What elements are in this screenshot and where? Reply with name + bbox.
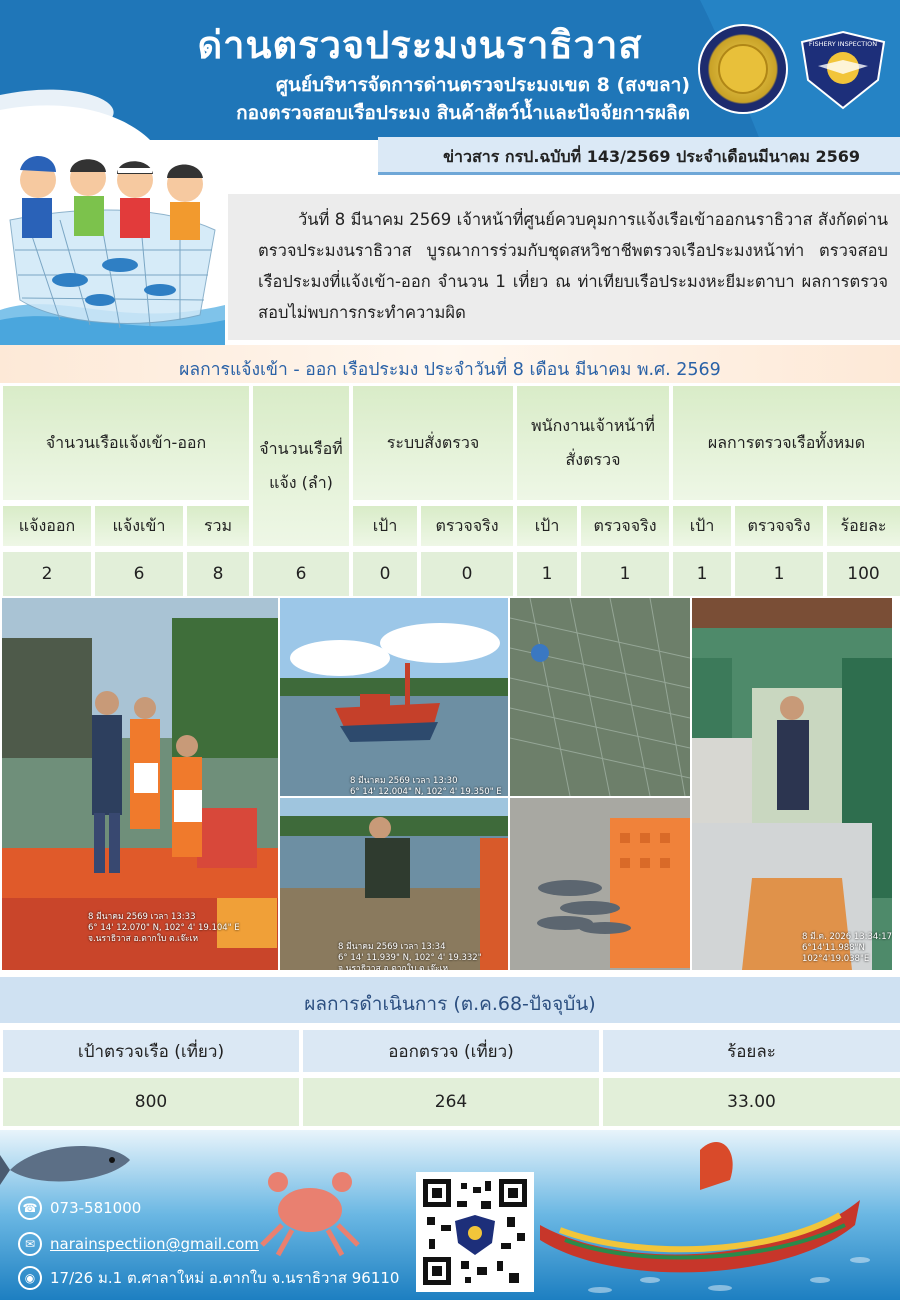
photo-officers-on-boat — [2, 598, 278, 970]
photo-fish-catch — [510, 798, 690, 970]
header-subtitle-division: กองตรวจสอบเรือประมง สินค้าสัตว์น้ำและปัจจัยการผลิต — [236, 102, 690, 124]
value-officer-actual: 1 — [581, 552, 669, 596]
photo-officer-in-cabin — [692, 598, 892, 970]
summary-value-percent: 33.00 — [603, 1078, 900, 1126]
subheader-total-target: เป้า — [673, 506, 731, 546]
value-total-actual: 1 — [735, 552, 823, 596]
summary-value-target: 800 — [3, 1078, 299, 1126]
header-total-result: ผลการตรวจเรือทั้งหมด — [673, 386, 900, 500]
photo-2-stamp-coords: 6° 14' 12.004" N, 102° 4' 19.350" E — [350, 787, 502, 796]
subheader-system-target: เป้า — [353, 506, 417, 546]
phone-number[interactable]: 073-581000 — [50, 1199, 142, 1217]
result-table-title: ผลการแจ้งเข้า - ออก เรือประมง ประจำวันที่ 8 เดือน มีนาคม พ.ศ. 2569 — [179, 360, 721, 380]
korlae-boat-icon — [540, 1142, 860, 1272]
contact-phone — [18, 1196, 141, 1220]
summary-title: ผลการดำเนินการ (ต.ค.68-ปัจจุบัน) — [304, 993, 596, 1015]
contact-email — [18, 1232, 259, 1256]
news-intro-text: วันที่ 8 มีนาคม 2569 เจ้าหน้าที่ศูนย์ควบคุมการแจ้งเรือเข้าออกนราธิวาส สังกัดด่านตรวจประมงนราธิวาส บูรณาการร่วมกับชุดสหวิชาชีพตรวจเรือประมงหน้าท่า ตรวจสอบเรือประมงที่แจ้งเข้า-ออก จำนวน 1 เที่ยว ณ ท่าเทียบเรือประมงหะยีมะตาบา ผลการตรวจสอบไม่พบการกระทำความผิด — [258, 210, 888, 322]
photo-fishing-nets — [510, 598, 690, 796]
photo-1-timestamp — [88, 912, 240, 945]
address-text: 17/26 ม.1 ต.ศาลาใหม่ อ.ตากใบ จ.นราธิวาส 96110 — [50, 1269, 400, 1287]
summary-header-target: เป้าตรวจเรือ (เที่ยว) — [3, 1030, 299, 1072]
summary-value-inspected: 264 — [303, 1078, 599, 1126]
value-officer-target: 1 — [517, 552, 577, 596]
header-banner — [0, 0, 900, 140]
news-ribbon — [378, 137, 900, 175]
phone-icon: ☎ — [18, 1196, 42, 1220]
photo-5-stamp-location: จ.นราธิวาส อ.ตากใบ ต.เจ๊ะเห — [338, 964, 449, 970]
value-system-target: 0 — [353, 552, 417, 596]
page-title: ด่านตรวจประมงนราธิวาส — [197, 23, 643, 67]
photo-4-stamp-date: 8 มี.ค. 2026 13:34:17 — [802, 932, 892, 942]
header-order-system: ระบบสั่งตรวจ — [353, 386, 513, 500]
subheader-notify-in: แจ้งเข้า — [95, 506, 183, 546]
value-notify-sum: 8 — [187, 552, 249, 596]
contact-address — [18, 1266, 399, 1290]
header-subtitle-center: ศูนย์บริหารจัดการด่านตรวจประมงเขต 8 (สงขลา) — [275, 74, 690, 96]
result-table-title-bar — [0, 345, 900, 383]
photo-5-stamp-coords: 6° 14' 11.939" N, 102° 4' 19.332" — [338, 953, 482, 963]
subheader-total-actual: ตรวจจริง — [735, 506, 823, 546]
tuna-fish-icon — [0, 1146, 130, 1185]
news-intro-box — [228, 194, 900, 340]
header-officer-order: พนักงานเจ้าหน้าที่สั่งตรวจ — [517, 386, 669, 500]
value-notify-in: 6 — [95, 552, 183, 596]
logo-2-label: FISHERY INSPECTION — [808, 40, 878, 48]
value-notify-out: 2 — [3, 552, 91, 596]
fishery-inspection-logo — [798, 30, 888, 110]
subheader-system-actual: ตรวจจริง — [421, 506, 513, 546]
value-boats-notified: 6 — [253, 552, 349, 596]
summary-header-inspected: ออกตรวจ (เที่ยว) — [303, 1030, 599, 1072]
summary-title-bar — [0, 977, 900, 1023]
photo-1-stamp-date: 8 มีนาคม 2569 เวลา 13:33 — [88, 912, 196, 922]
subheader-officer-actual: ตรวจจริง — [581, 506, 669, 546]
photo-4-stamp-coords: 6°14'11.988"N 102°4'19.038"E — [802, 943, 870, 964]
value-system-actual: 0 — [421, 552, 513, 596]
qr-code[interactable] — [416, 1172, 534, 1292]
photo-2-timestamp — [350, 776, 502, 796]
photo-1-stamp-location: จ.นราธิวาส อ.ตากใบ ต.เจ๊ะเห — [88, 934, 199, 944]
value-total-percent: 100 — [827, 552, 900, 596]
subheader-notify-sum: รวม — [187, 506, 249, 546]
photo-4-timestamp — [802, 932, 892, 965]
photo-officer-checking-net — [280, 798, 508, 970]
photo-2-stamp-date: 8 มีนาคม 2569 เวลา 13:30 — [350, 776, 458, 786]
logo-emblem-icon — [718, 44, 768, 94]
news-issue-label: ข่าวสาร กรป.ฉบับที่ 143/2569 ประจำเดือนมีนาคม 2569 — [443, 147, 860, 166]
subheader-officer-target: เป้า — [517, 506, 577, 546]
email-icon: ✉ — [18, 1232, 42, 1256]
header-notify-count: จำนวนเรือแจ้งเข้า-ออก — [3, 386, 249, 500]
location-pin-icon: ◉ — [18, 1266, 42, 1290]
photo-5-timestamp — [338, 942, 482, 970]
email-address[interactable]: narainspectiion@gmail.com — [50, 1235, 259, 1253]
department-of-fisheries-logo — [698, 24, 788, 114]
value-total-target: 1 — [673, 552, 731, 596]
photo-fishing-boat — [280, 598, 508, 796]
crab-icon — [262, 1172, 358, 1255]
subheader-total-percent: ร้อยละ — [827, 506, 900, 546]
photo-5-stamp-date: 8 มีนาคม 2569 เวลา 13:34 — [338, 942, 446, 952]
fishermen-cartoon-illustration — [0, 140, 225, 345]
subheader-notify-out: แจ้งออก — [3, 506, 91, 546]
photo-1-stamp-coords: 6° 14' 12.070" N, 102° 4' 19.104" E — [88, 923, 240, 933]
header-boats-notified: จำนวนเรือที่แจ้ง (ลำ) — [253, 386, 349, 546]
summary-header-percent: ร้อยละ — [603, 1030, 900, 1072]
